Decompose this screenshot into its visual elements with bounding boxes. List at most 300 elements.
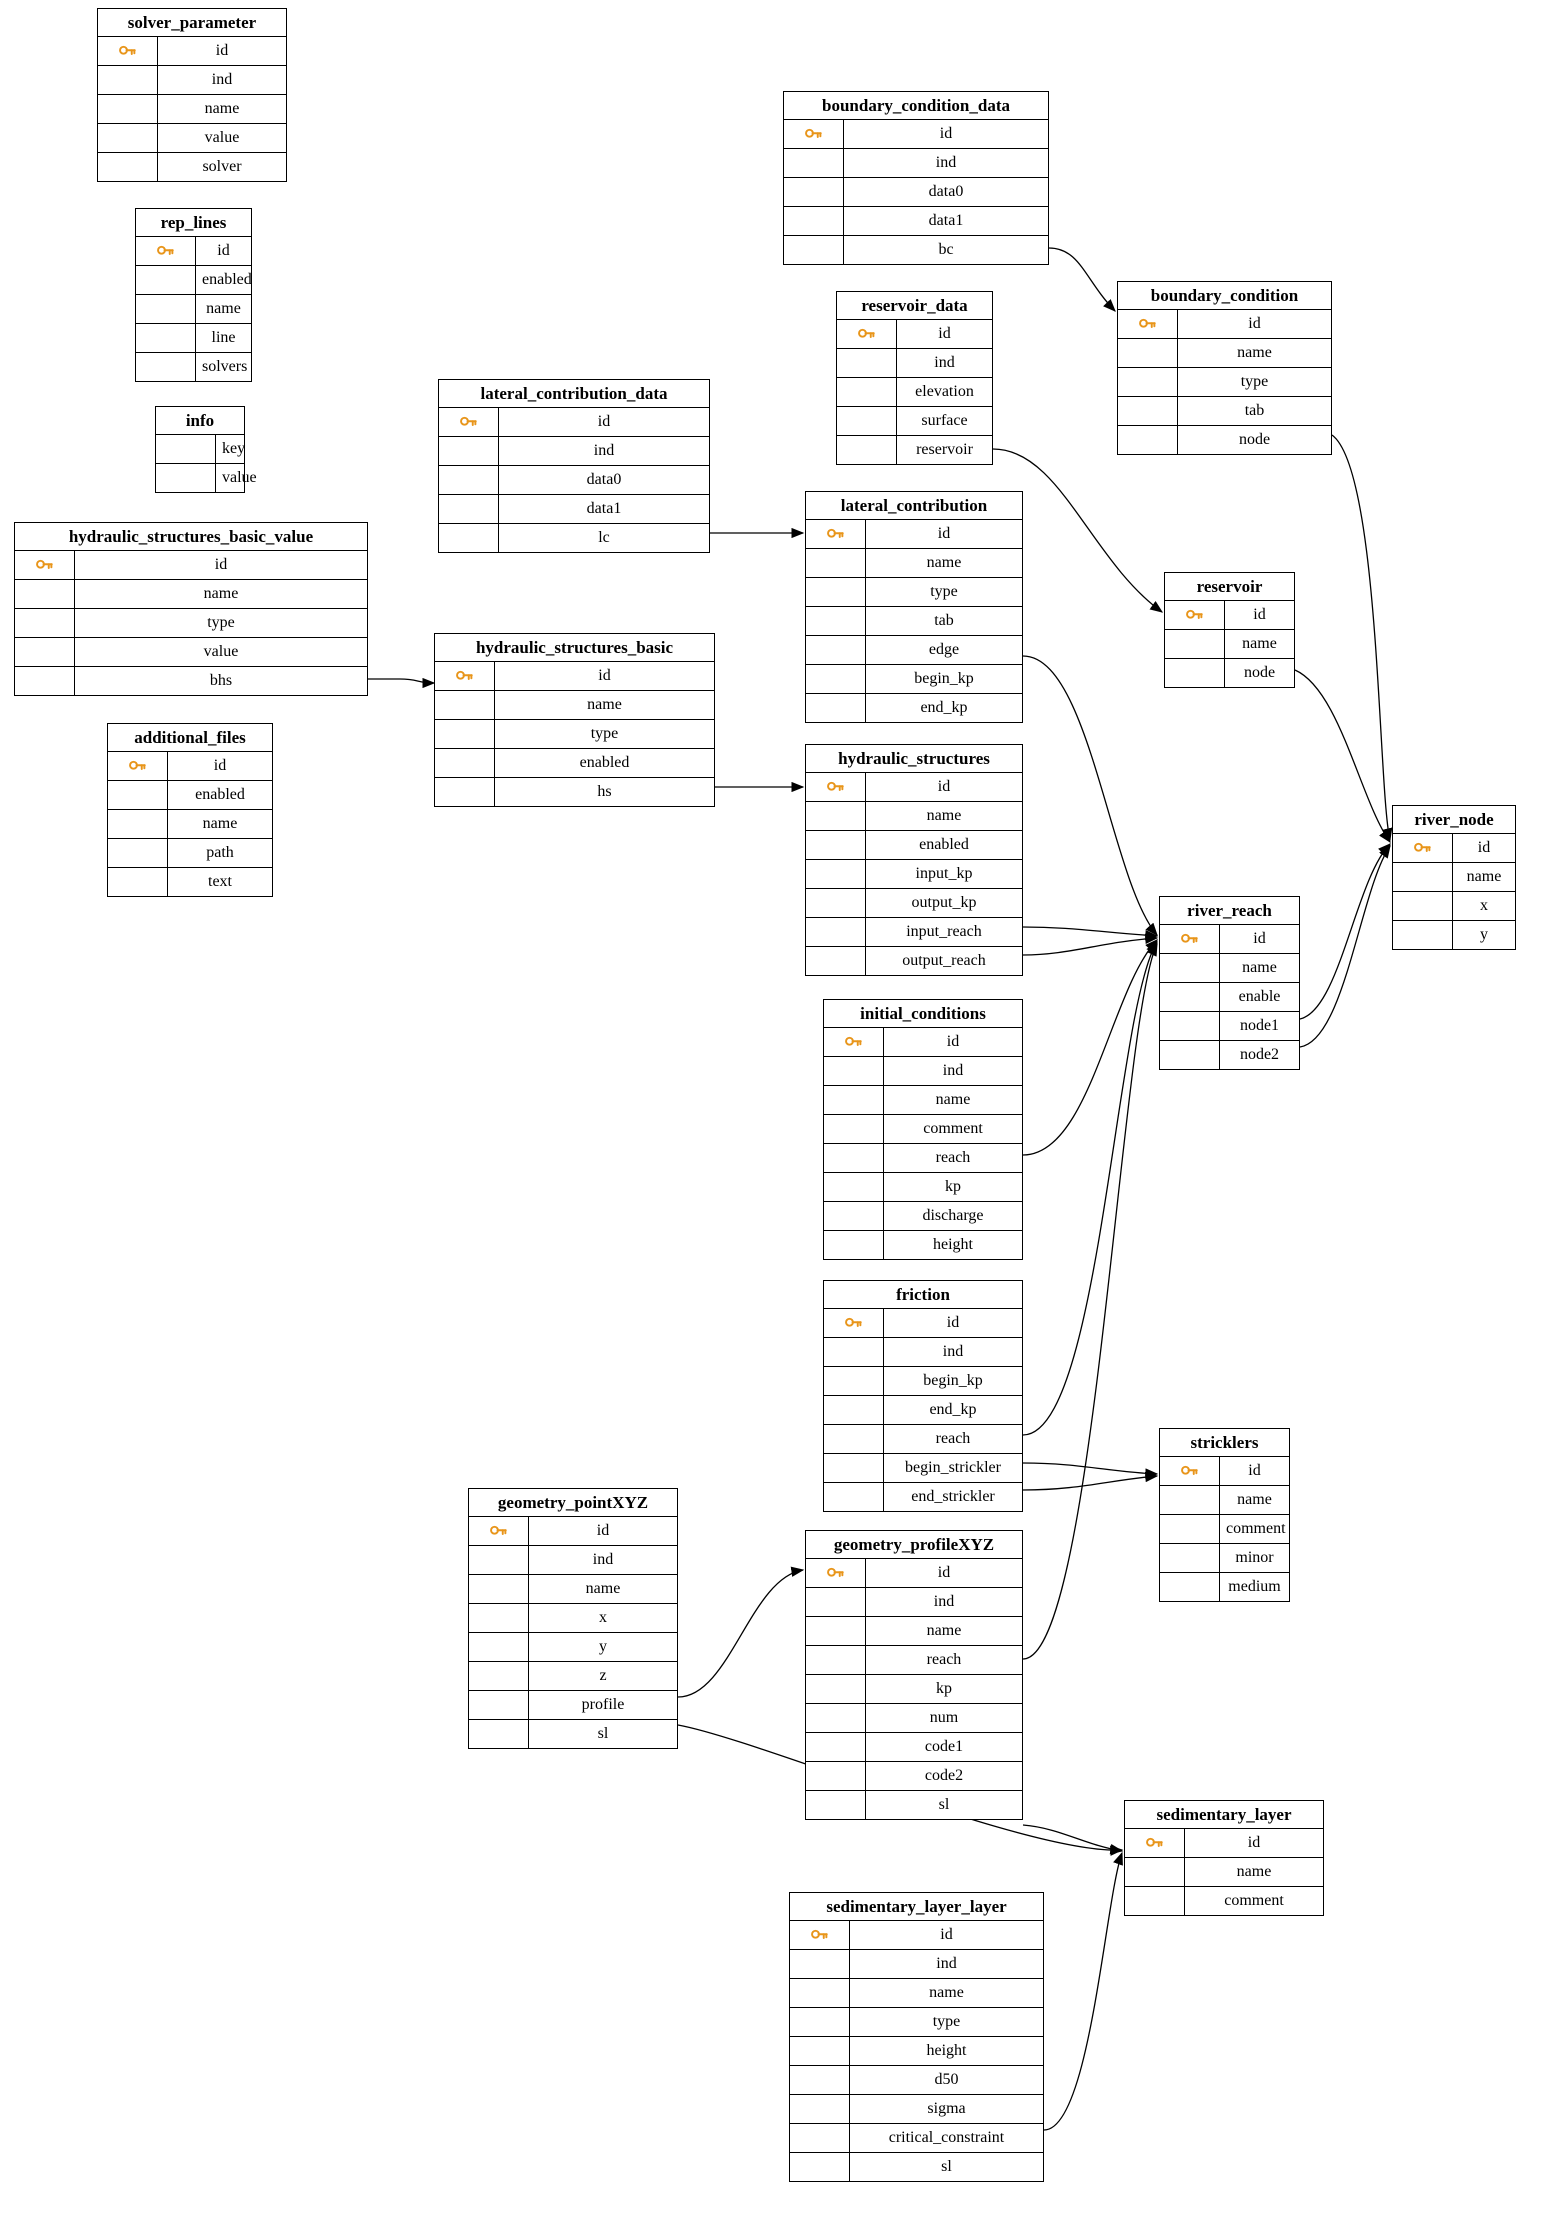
field-row xyxy=(435,691,714,720)
primary-key-icon xyxy=(439,408,499,436)
field-row xyxy=(824,1425,1022,1454)
field-name: tab xyxy=(1244,402,1265,419)
field-name: type xyxy=(1240,373,1269,390)
field-row xyxy=(824,1202,1022,1231)
field-name: sl xyxy=(938,1796,950,1813)
field-key-cell xyxy=(806,607,866,635)
field-name: name xyxy=(1466,868,1502,885)
field-row xyxy=(156,435,244,464)
entity-geometry_pointXYZ xyxy=(468,1488,678,1749)
field-row xyxy=(806,1559,1022,1588)
field-row xyxy=(435,749,714,778)
field-row xyxy=(98,124,286,153)
primary-key-icon xyxy=(824,1028,884,1056)
field-name: minor xyxy=(1235,1549,1274,1566)
field-row xyxy=(435,720,714,749)
field-row xyxy=(1118,339,1331,368)
field-key-cell xyxy=(790,2008,850,2036)
field-row xyxy=(806,1733,1022,1762)
entity-boundary_condition_data xyxy=(783,91,1049,265)
field-key-cell xyxy=(806,665,866,693)
field-row xyxy=(837,407,992,436)
field-name: tab xyxy=(934,612,954,629)
field-name: z xyxy=(599,1667,607,1684)
field-key-cell xyxy=(469,1575,529,1603)
primary-key-icon xyxy=(1165,601,1225,629)
field-key-cell xyxy=(790,1950,850,1978)
field-key-cell xyxy=(790,1979,850,2007)
field-row xyxy=(824,1309,1022,1338)
field-name: height xyxy=(933,1236,973,1253)
field-row xyxy=(1118,397,1331,426)
field-row xyxy=(435,778,714,806)
primary-key-icon xyxy=(1160,925,1220,953)
field-row xyxy=(824,1144,1022,1173)
field-name: type xyxy=(930,583,958,600)
field-name: id xyxy=(1247,1834,1261,1851)
field-row xyxy=(806,1791,1022,1819)
field-row xyxy=(784,207,1048,236)
field-key-cell xyxy=(837,378,897,406)
field-name: id xyxy=(1253,930,1266,947)
field-key-cell xyxy=(435,691,495,719)
field-key-cell xyxy=(1118,368,1178,396)
field-name: name xyxy=(202,815,238,832)
field-row xyxy=(806,694,1022,722)
field-row xyxy=(806,520,1022,549)
field-row xyxy=(439,408,709,437)
field-key-cell xyxy=(824,1338,884,1366)
entity-friction xyxy=(823,1280,1023,1512)
field-key-cell xyxy=(806,1762,866,1790)
field-row xyxy=(790,2008,1043,2037)
field-name: solver xyxy=(202,158,242,175)
entity-title: boundary_condition_data xyxy=(784,92,1048,120)
field-key-cell xyxy=(806,889,866,917)
field-row xyxy=(15,638,367,667)
entity-river_node xyxy=(1392,805,1516,950)
field-name: ind xyxy=(592,1551,614,1568)
field-key-cell xyxy=(469,1604,529,1632)
field-name: bhs xyxy=(209,672,233,689)
field-key-cell xyxy=(156,435,216,463)
field-key-cell xyxy=(98,66,158,94)
field-name: enabled xyxy=(195,786,245,803)
field-row xyxy=(469,1517,677,1546)
field-name: name xyxy=(926,554,962,571)
field-row xyxy=(806,860,1022,889)
field-row xyxy=(15,580,367,609)
field-row xyxy=(108,752,272,781)
entity-reservoir_data xyxy=(836,291,993,465)
field-key-cell xyxy=(1118,426,1178,454)
field-name: name xyxy=(585,1580,621,1597)
field-name: y xyxy=(599,1638,607,1655)
field-row xyxy=(1393,834,1515,863)
field-key-cell xyxy=(1165,659,1225,687)
field-key-cell xyxy=(98,95,158,123)
field-key-cell xyxy=(435,749,495,777)
entity-title: sedimentary_layer_layer xyxy=(790,1893,1043,1921)
field-row xyxy=(1165,659,1294,687)
field-key-cell xyxy=(824,1202,884,1230)
field-key-cell xyxy=(824,1231,884,1259)
field-row xyxy=(439,437,709,466)
field-row xyxy=(806,1588,1022,1617)
field-row xyxy=(1160,1486,1289,1515)
field-row xyxy=(824,1338,1022,1367)
field-name: hs xyxy=(597,783,612,800)
field-name: key xyxy=(222,440,246,457)
field-key-cell xyxy=(790,2095,850,2123)
entity-title: hydraulic_structures xyxy=(806,745,1022,773)
field-row xyxy=(1160,1573,1289,1601)
field-name: name xyxy=(1242,635,1277,652)
field-key-cell xyxy=(806,549,866,577)
field-name: value xyxy=(204,129,240,146)
primary-key-icon xyxy=(15,551,75,579)
field-row xyxy=(824,1454,1022,1483)
field-row xyxy=(108,839,272,868)
field-row xyxy=(1393,921,1515,949)
field-name: node xyxy=(1243,664,1276,681)
entity-additional_files xyxy=(107,723,273,897)
field-row xyxy=(806,1617,1022,1646)
field-name: line xyxy=(211,329,236,346)
field-name: reach xyxy=(935,1430,971,1447)
field-key-cell xyxy=(824,1086,884,1114)
field-name: name xyxy=(935,1091,971,1108)
field-name: lc xyxy=(598,529,610,546)
field-row xyxy=(790,2066,1043,2095)
field-key-cell xyxy=(108,781,168,809)
field-key-cell xyxy=(1118,339,1178,367)
entity-lateral_contribution_data xyxy=(438,379,710,553)
field-key-cell xyxy=(1160,1012,1220,1040)
field-key-cell xyxy=(439,466,499,494)
field-row xyxy=(790,1950,1043,1979)
field-name: name xyxy=(1237,1491,1272,1508)
field-name: enabled xyxy=(579,754,630,771)
field-name: id xyxy=(939,125,953,142)
field-key-cell xyxy=(1160,1544,1220,1572)
field-key-cell xyxy=(439,524,499,552)
field-name: solvers xyxy=(202,358,248,375)
entity-info xyxy=(155,406,257,493)
entity-title: friction xyxy=(824,1281,1022,1309)
field-key-cell xyxy=(824,1173,884,1201)
primary-key-icon xyxy=(1118,310,1178,338)
field-key-cell xyxy=(108,868,168,896)
primary-key-icon xyxy=(469,1517,529,1545)
field-row xyxy=(1125,1858,1323,1887)
field-name: edge xyxy=(928,641,960,658)
field-key-cell xyxy=(806,1733,866,1761)
entity-boundary_condition xyxy=(1117,281,1332,455)
field-key-cell xyxy=(806,802,866,830)
field-name: node2 xyxy=(1239,1046,1280,1063)
entity-title: reservoir_data xyxy=(837,292,992,320)
field-name: name xyxy=(1237,344,1272,361)
field-name: code1 xyxy=(924,1738,964,1755)
field-row xyxy=(824,1231,1022,1259)
entity-title: additional_files xyxy=(108,724,272,752)
field-row xyxy=(806,889,1022,918)
field-key-cell xyxy=(469,1691,529,1719)
field-name: reservoir xyxy=(916,441,973,458)
field-key-cell xyxy=(136,295,196,323)
field-key-cell xyxy=(824,1144,884,1172)
field-row xyxy=(790,1921,1043,1950)
field-name: comment xyxy=(1226,1520,1286,1537)
field-row xyxy=(15,551,367,580)
field-key-cell xyxy=(1393,921,1453,949)
primary-key-icon xyxy=(784,120,844,148)
entity-title: info xyxy=(156,407,244,435)
field-name: ind xyxy=(211,71,233,88)
field-key-cell xyxy=(784,207,844,235)
field-key-cell xyxy=(439,495,499,523)
field-name: data1 xyxy=(928,212,964,229)
primary-key-icon xyxy=(824,1309,884,1337)
field-name: id xyxy=(1248,315,1261,332)
field-name: ind xyxy=(934,354,955,371)
field-key-cell xyxy=(806,1617,866,1645)
field-name: name xyxy=(204,100,240,117)
field-row xyxy=(837,320,992,349)
entity-stricklers xyxy=(1159,1428,1290,1602)
field-name: value xyxy=(203,643,239,660)
field-row xyxy=(435,662,714,691)
field-row xyxy=(15,609,367,638)
field-row xyxy=(1160,1457,1289,1486)
field-row xyxy=(1118,426,1331,454)
field-row xyxy=(1160,925,1299,954)
field-key-cell xyxy=(806,1675,866,1703)
field-key-cell xyxy=(108,839,168,867)
field-name: begin_strickler xyxy=(905,1459,1001,1476)
field-row xyxy=(806,607,1022,636)
entity-title: river_node xyxy=(1393,806,1515,834)
field-key-cell xyxy=(108,810,168,838)
field-row xyxy=(1160,983,1299,1012)
field-name: critical_constraint xyxy=(888,2129,1005,2146)
entity-title: lateral_contribution_data xyxy=(439,380,709,408)
field-name: input_kp xyxy=(915,865,973,882)
field-row xyxy=(790,2095,1043,2124)
field-row xyxy=(837,378,992,407)
field-name: id xyxy=(937,778,951,795)
field-row xyxy=(136,266,251,295)
entity-solver_parameter xyxy=(97,8,287,182)
field-key-cell xyxy=(790,2037,850,2065)
field-name: name xyxy=(1236,1863,1272,1880)
field-row xyxy=(790,2153,1043,2181)
field-row xyxy=(1160,954,1299,983)
field-key-cell xyxy=(1160,954,1220,982)
primary-key-icon xyxy=(806,520,866,548)
field-name: text xyxy=(208,873,232,890)
field-name: type xyxy=(590,725,619,742)
field-row xyxy=(784,178,1048,207)
field-key-cell xyxy=(15,609,75,637)
field-row xyxy=(1165,630,1294,659)
field-row xyxy=(1160,1041,1299,1069)
field-name: input_reach xyxy=(906,923,982,940)
field-row xyxy=(108,810,272,839)
entity-initial_conditions xyxy=(823,999,1023,1260)
field-key-cell xyxy=(837,436,897,464)
field-name: d50 xyxy=(934,2071,959,2088)
field-key-cell xyxy=(824,1425,884,1453)
field-name: id xyxy=(1477,839,1491,856)
field-name: name xyxy=(929,1984,964,2001)
field-key-cell xyxy=(806,860,866,888)
field-row xyxy=(806,1675,1022,1704)
field-key-cell xyxy=(806,636,866,664)
field-key-cell xyxy=(439,437,499,465)
field-name: code2 xyxy=(924,1767,964,1784)
field-name: enable xyxy=(1238,988,1281,1005)
field-row xyxy=(806,1762,1022,1791)
field-row xyxy=(1125,1887,1323,1915)
field-name: ind xyxy=(942,1343,964,1360)
field-row xyxy=(784,120,1048,149)
field-row xyxy=(1160,1515,1289,1544)
primary-key-icon xyxy=(806,773,866,801)
field-row xyxy=(1393,863,1515,892)
field-key-cell xyxy=(790,2066,850,2094)
field-row xyxy=(837,436,992,464)
field-name: node xyxy=(1238,431,1271,448)
primary-key-icon xyxy=(790,1921,850,1949)
field-name: name xyxy=(926,1622,962,1639)
field-key-cell xyxy=(806,694,866,722)
entity-title: initial_conditions xyxy=(824,1000,1022,1028)
field-row xyxy=(439,466,709,495)
field-key-cell xyxy=(806,1791,866,1819)
field-row xyxy=(98,66,286,95)
field-name: end_kp xyxy=(929,1401,977,1418)
field-row xyxy=(469,1575,677,1604)
field-key-cell xyxy=(469,1720,529,1748)
field-name: node1 xyxy=(1239,1017,1280,1034)
field-name: begin_kp xyxy=(923,1372,983,1389)
entity-title: geometry_pointXYZ xyxy=(469,1489,677,1517)
entity-title: hydraulic_structures_basic xyxy=(435,634,714,662)
entity-reservoir xyxy=(1164,572,1295,688)
field-key-cell xyxy=(435,720,495,748)
field-row xyxy=(784,236,1048,264)
primary-key-icon xyxy=(435,662,495,690)
field-name: name xyxy=(206,300,241,317)
field-name: name xyxy=(587,696,622,713)
field-row xyxy=(439,524,709,552)
field-key-cell xyxy=(806,578,866,606)
field-name: y xyxy=(1480,926,1488,943)
entity-title: river_reach xyxy=(1160,897,1299,925)
field-name: num xyxy=(929,1709,959,1726)
field-key-cell xyxy=(15,638,75,666)
field-row xyxy=(824,1057,1022,1086)
field-row xyxy=(439,495,709,524)
field-key-cell xyxy=(469,1546,529,1574)
field-name: enabled xyxy=(919,836,969,853)
field-row xyxy=(806,578,1022,607)
field-key-cell xyxy=(435,778,495,806)
primary-key-icon xyxy=(1125,1829,1185,1857)
field-key-cell xyxy=(156,464,216,492)
entity-sedimentary_layer xyxy=(1124,1800,1324,1916)
field-name: output_reach xyxy=(902,952,986,969)
field-name: x xyxy=(599,1609,607,1626)
field-row xyxy=(98,95,286,124)
primary-key-icon xyxy=(1160,1457,1220,1485)
entity-hydraulic_structures xyxy=(805,744,1023,976)
field-row xyxy=(790,2037,1043,2066)
field-name: path xyxy=(206,844,234,861)
entity-title: rep_lines xyxy=(136,209,251,237)
field-name: id xyxy=(946,1314,960,1331)
field-row xyxy=(806,1646,1022,1675)
field-row xyxy=(136,295,251,324)
field-row xyxy=(15,667,367,695)
entity-title: sedimentary_layer xyxy=(1125,1801,1323,1829)
entity-river_reach xyxy=(1159,896,1300,1070)
field-row xyxy=(469,1546,677,1575)
field-key-cell xyxy=(806,1646,866,1674)
field-key-cell xyxy=(824,1396,884,1424)
field-key-cell xyxy=(136,353,196,381)
field-name: comment xyxy=(1224,1892,1284,1909)
field-row xyxy=(824,1173,1022,1202)
field-name: enabled xyxy=(202,271,252,288)
entity-hydraulic_structures_basic xyxy=(434,633,715,807)
field-key-cell xyxy=(824,1483,884,1511)
field-key-cell xyxy=(1393,863,1453,891)
field-row xyxy=(824,1115,1022,1144)
field-key-cell xyxy=(837,407,897,435)
entity-title: reservoir xyxy=(1165,573,1294,601)
field-key-cell xyxy=(1118,397,1178,425)
field-row xyxy=(1125,1829,1323,1858)
field-key-cell xyxy=(824,1454,884,1482)
field-row xyxy=(1118,368,1331,397)
field-key-cell xyxy=(98,153,158,181)
field-name: output_kp xyxy=(911,894,977,911)
field-key-cell xyxy=(98,124,158,152)
field-name: sl xyxy=(597,1725,609,1742)
field-row xyxy=(469,1662,677,1691)
field-key-cell xyxy=(790,2153,850,2181)
field-row xyxy=(136,353,251,381)
field-name: id xyxy=(946,1033,960,1050)
field-name: id xyxy=(1248,1462,1261,1479)
entity-title: lateral_contribution xyxy=(806,492,1022,520)
field-name: reach xyxy=(935,1149,971,1166)
field-name: comment xyxy=(923,1120,983,1137)
field-name: bc xyxy=(938,241,954,258)
field-name: id xyxy=(598,667,611,684)
field-row xyxy=(469,1604,677,1633)
field-name: id xyxy=(213,757,227,774)
field-row xyxy=(98,153,286,181)
field-row xyxy=(98,37,286,66)
field-name: id xyxy=(597,413,611,430)
entity-geometry_profileXYZ xyxy=(805,1530,1023,1820)
field-key-cell xyxy=(784,149,844,177)
field-key-cell xyxy=(784,178,844,206)
